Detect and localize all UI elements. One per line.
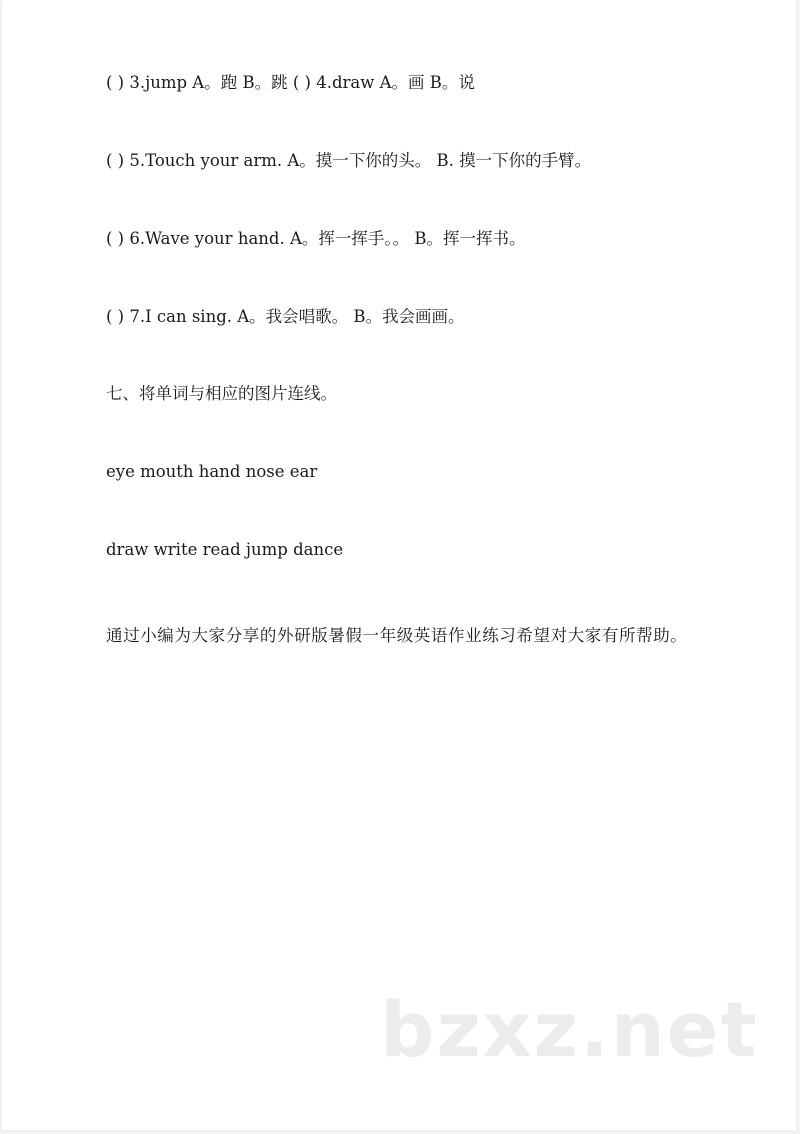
document-page [2,0,796,1130]
word-list-actions: draw write read jump dance [106,540,344,559]
watermark-logo: bzxz.net [380,985,759,1074]
question-6: ( ) 6.Wave your hand. A。挥一挥手。。 B。挥一挥书。 [106,229,526,248]
question-5: ( ) 5.Touch your arm. A。摸一下你的头。 B. 摸一下你的手臂。 [106,151,592,170]
question-7: ( ) 7.I can sing. A。我会唱歌。 B。我会画画。 [106,307,465,326]
closing-paragraph: 通过小编为大家分享的外研版暑假一年级英语作业练习希望对大家有所帮助。 [106,626,688,645]
section-seven-heading: 七、将单词与相应的图片连线。 [106,384,337,403]
word-list-body-parts: eye mouth hand nose ear [106,462,318,481]
question-3-4: ( ) 3.jump A。跑 B。跳 ( ) 4.draw A。画 B。说 [106,73,475,92]
